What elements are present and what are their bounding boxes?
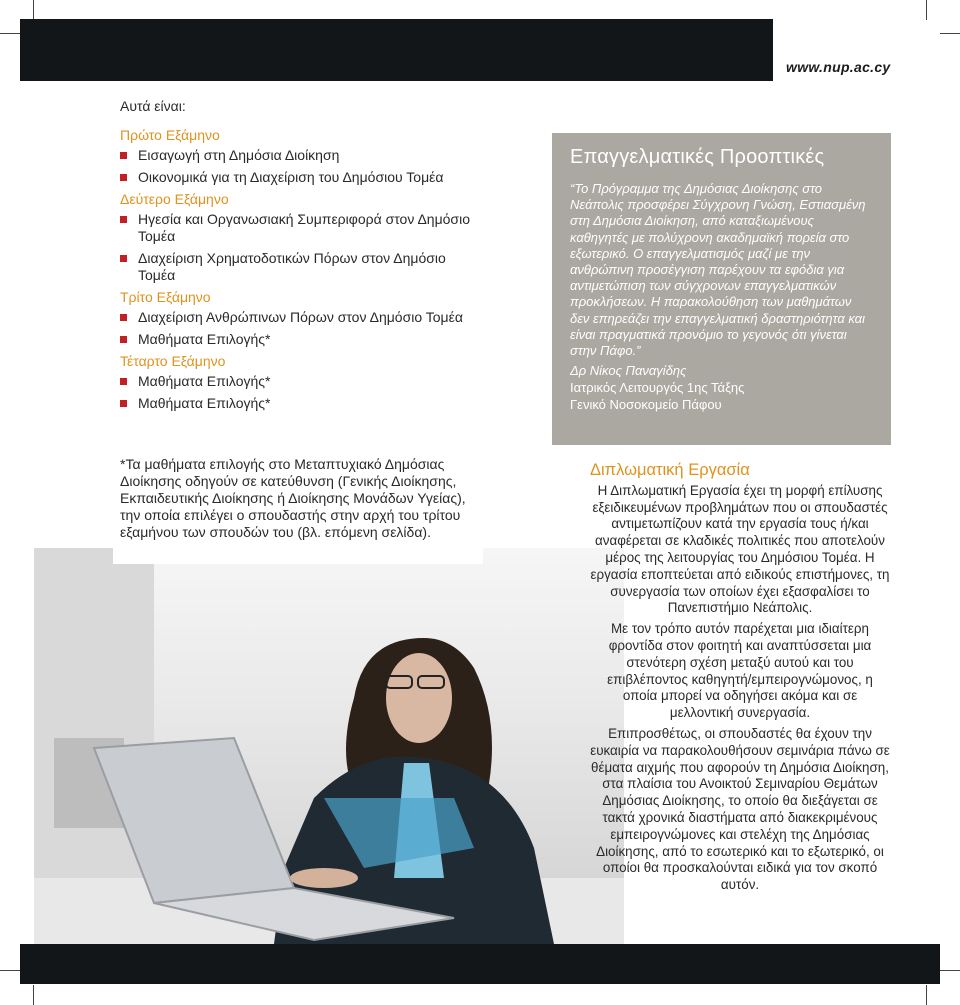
semester-title: Πρώτο Εξάμηνο [120,127,220,143]
crop-mark [33,985,34,1005]
testimonial-author: Δρ Νίκος Παναγίδης [570,363,687,379]
course-list [120,147,480,186]
crop-mark [940,33,960,34]
bullet-square-icon [120,216,127,223]
crop-mark [33,0,34,20]
list-item [120,250,480,284]
crop-mark [0,33,20,34]
testimonial-title: Επαγγελματικές Προοπτικές [570,146,825,168]
bullet-square-icon [120,336,127,343]
semester-title: Τέταρτο Εξάμηνο [120,353,226,369]
list-item [120,395,480,412]
crop-mark [0,970,20,971]
list-item [120,373,480,390]
course-name: Διαχείριση Χρηματοδοτικών Πόρων στον Δημόσιο Τομέα [138,250,446,283]
photo-illustration [34,548,624,944]
list-item [120,147,480,164]
course-name: Μαθήματα Επιλογής* [138,395,271,411]
bullet-square-icon [120,314,127,321]
bullet-square-icon [120,152,127,159]
testimonial-role: Ιατρικός Λειτουργός 1ης Τάξης [570,380,745,396]
course-name: Διαχείριση Ανθρώπινων Πόρων στον Δημόσιο Τομέα [138,309,463,325]
bullet-square-icon [120,378,127,385]
course-name: Οικονομικά για τη Διαχείριση του Δημόσιου Τομέα [138,169,444,185]
list-item [120,309,480,326]
semester-title: Τρίτο Εξάμηνο [120,289,211,305]
crop-mark [926,985,927,1005]
student-laptop-photo [34,548,624,944]
list-item [120,331,480,348]
testimonial-box [552,133,891,445]
face-shape [386,653,452,743]
thesis-title: Διπλωματική Εργασία [590,461,750,479]
testimonial-text: “Το Πρόγραμμα της Δημόσιας Διοίκησης στο Νεάπολις προσφέρει Σύγχρονη Γνώση, Εστιασμένη στη Δημόσια Διοίκηση, από καταξιωμένους καθηγητές με πολύχρονη ακαδημαϊκή πορεία στο εξωτερικό. Ο επαγγελματισμός μαζί με την ανθρώπινη προσέγγιση παρέχουν τα εφόδια για αντιμετώπιση των σύγχρονων επαγγελματικών προκλήσεων. Η παρακολούθηση των μαθημάτων δεν επηρεάζει την επαγγελματική δραστηριότητα και είναι πραγματικά προνόμιο το γεγονός ότι γίνεται στην Πάφο.” [570,181,866,359]
footer-band [20,944,940,984]
bullet-square-icon [120,400,127,407]
curriculum-column [120,98,480,417]
course-name: Ηγεσία και Οργανωσιακή Συμπεριφορά στον Δημόσιο Τομέα [138,211,470,244]
site-url[interactable]: www.nup.ac.cy [786,59,891,75]
crop-mark [926,0,927,20]
thesis-paragraph: Με τον τρόπο αυτόν παρέχεται μια ιδιαίτερη φροντίδα στον φοιτητή και αναπτύσσεται μια στενότερη σχέση μεταξύ αυτού και του επιβλέποντος καθηγητή/εμπειρογνώμονος, η οποία μπορεί να οδηγήσει ακόμα και σε μελλοντική συνεργασία. [607,621,873,721]
course-list [120,309,480,348]
hand-shape [290,868,358,888]
curriculum-intro: Αυτά είναι: [120,98,186,114]
bullet-square-icon [120,255,127,262]
semester-title: Δεύτερο Εξάμηνο [120,191,229,207]
electives-footnote: *Τα μαθήματα επιλογής στο Μεταπτυχιακό Δημόσιας Διοίκησης οδηγούν σε κατεύθυνση (Γενικής Διοίκησης, Εκπαιδευτικής Διοίκησης ή Διοίκησης Μονάδων Υγείας), την οποία επιλέγει ο σπουδαστής στην αρχή του τρίτου εξαμήνου των σπουδών του (βλ. επόμενη σελίδα). [113,451,483,564]
crop-mark [940,970,960,971]
course-list [120,373,480,412]
course-name: Μαθήματα Επιλογής* [138,373,271,389]
course-list [120,211,480,284]
header-band [20,19,773,81]
course-name: Εισαγωγή στη Δημόσια Διοίκηση [138,147,340,163]
list-item [120,211,480,245]
thesis-section [590,462,890,898]
thesis-paragraph: Επιπροσθέτως, οι σπουδαστές θα έχουν την ευκαιρία να παρακολουθήσουν σεμινάρια πάνω σε θέματα αιχμής που αφορούν τη Δημόσια Διοίκηση, στα πλαίσια του Ανοικτού Σεμιναρίου Θεμάτων Δημόσιας Διοίκησης, το οποίο θα διεξάγεται σε τακτά χρονικά διαστήματα από διακεκριμένους εμπειρογνώμονες και στελέχη της Δημόσιας Διοίκησης, από το εσωτερικό και το εξωτερικό, οι οποίοι θα προσκαλούνται ειδικά για τον σκοπό αυτόν. [590,725,890,893]
bullet-square-icon [120,174,127,181]
list-item [120,169,480,186]
thesis-paragraph: Η Διπλωματική Εργασία έχει τη μορφή επίλυσης εξειδικευμένων προβλημάτων που οι σπουδαστές αντιμετωπίζουν κατά την εργασία τους ή/και αναφέρεται σε κλαδικές πολιτικές που αποτελούν μέρος της λειτουργίας του Δημόσιου Τομέα. Η εργασία εποπτεύεται από ειδικούς επιστήμονες, τη συνεργασία των οποίων έχει εξασφαλίσει το Πανεπιστήμιο Νεάπολις. [590,482,890,616]
testimonial-organization: Γενικό Νοσοκομείο Πάφου [570,397,722,413]
course-name: Μαθήματα Επιλογής* [138,331,271,347]
